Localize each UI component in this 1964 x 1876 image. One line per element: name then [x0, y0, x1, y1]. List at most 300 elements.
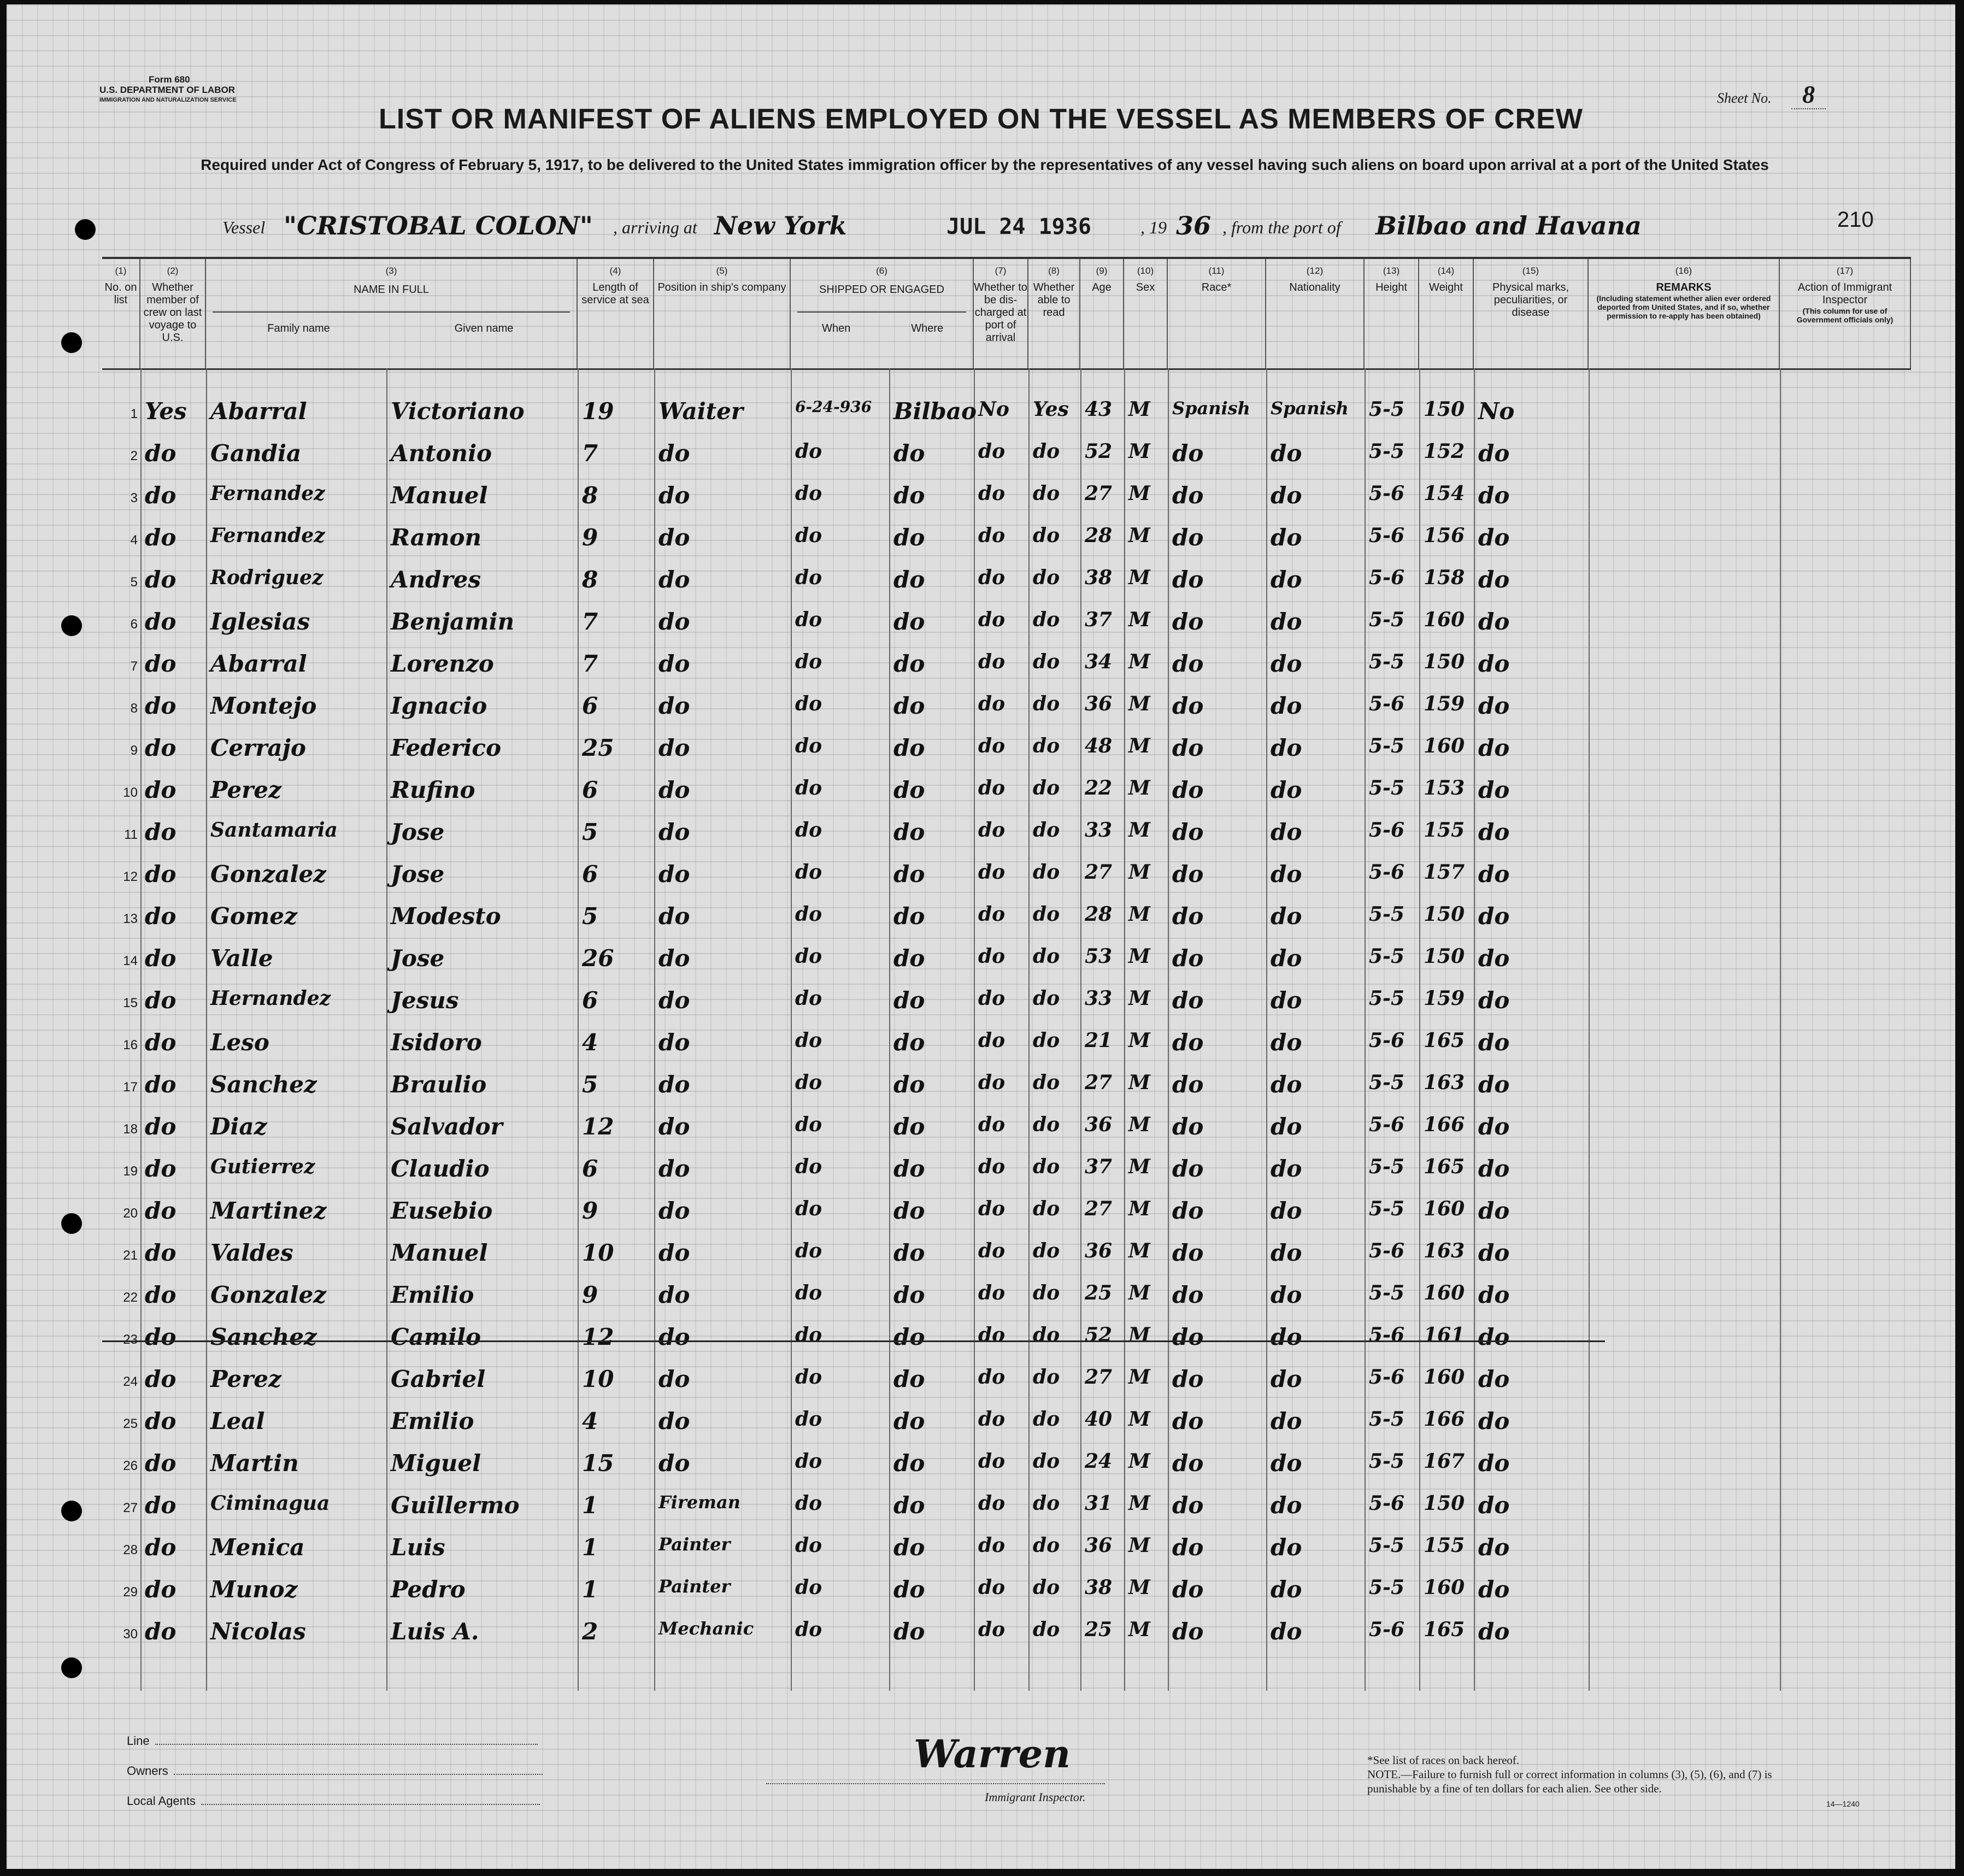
cell-when: do — [795, 987, 822, 1010]
cell-dis: do — [978, 1029, 1005, 1052]
cell-when: do — [795, 1239, 822, 1262]
cell-wt: 153 — [1424, 777, 1465, 799]
cell-nat: do — [1271, 608, 1302, 635]
cell-nat: do — [1271, 777, 1302, 803]
cell-v: do — [145, 777, 177, 803]
cell-read: do — [1033, 987, 1060, 1010]
cell-where: do — [893, 903, 925, 930]
cell-age: 36 — [1085, 692, 1113, 715]
cell-giv: Antonio — [391, 440, 492, 467]
cell-len: 10 — [582, 1239, 614, 1266]
cell-race: do — [1172, 1239, 1204, 1266]
cell-n: 17 — [123, 1080, 138, 1095]
cell-fam: Gonzalez — [210, 861, 327, 887]
line-label: Line — [127, 1734, 150, 1748]
cell-dis: do — [978, 482, 1005, 505]
cell-race: do — [1172, 1534, 1204, 1561]
cell-read: do — [1033, 1239, 1060, 1262]
cell-sex: M — [1128, 692, 1150, 715]
cell-n: 24 — [123, 1374, 138, 1389]
cell-pos: do — [658, 1113, 690, 1140]
cell-sex: M — [1128, 482, 1150, 505]
column-number: (5) — [716, 266, 728, 276]
column-header-height — [1365, 259, 1419, 368]
cell-read: do — [1033, 1534, 1060, 1557]
cell-where: do — [893, 1239, 925, 1266]
column-label: Race* — [1201, 281, 1232, 293]
sheet-number-label: Sheet No. — [1717, 90, 1772, 106]
cell-read: do — [1033, 1029, 1060, 1052]
cell-ht: 5-6 — [1369, 1113, 1405, 1136]
cell-race: do — [1172, 1618, 1204, 1645]
cell-nat: do — [1271, 524, 1302, 551]
cell-ht: 5-6 — [1369, 692, 1405, 715]
column-sublabel: When — [822, 322, 851, 334]
cell-v: do — [145, 482, 177, 509]
column-number: (9) — [1096, 266, 1108, 276]
cell-pos: do — [658, 440, 690, 467]
cell-dis: do — [978, 945, 1005, 968]
cell-dis: do — [978, 440, 1005, 463]
cell-n: 29 — [123, 1585, 138, 1599]
table-row — [102, 1021, 1911, 1063]
cell-pos: do — [658, 566, 690, 593]
cell-v: do — [145, 566, 177, 593]
cell-where: do — [893, 734, 925, 761]
cell-pos: do — [658, 1197, 690, 1224]
cell-fam: Diaz — [210, 1113, 267, 1140]
cell-pos: do — [658, 819, 690, 845]
cell-v: do — [145, 903, 177, 930]
vessel-name: "CRISTOBAL COLON" — [284, 211, 593, 240]
cell-v: do — [145, 692, 177, 719]
cell-n: 26 — [123, 1459, 138, 1473]
cell-wt: 160 — [1424, 1576, 1465, 1599]
cell-giv: Jose — [391, 819, 445, 845]
cell-nat: do — [1271, 1618, 1302, 1645]
column-number: (12) — [1306, 266, 1324, 276]
cell-marks: do — [1478, 903, 1510, 930]
cell-n: 11 — [124, 827, 138, 842]
column-number: (3) — [385, 266, 397, 276]
cell-len: 6 — [582, 861, 598, 887]
cell-read: do — [1033, 1618, 1060, 1641]
cell-len: 8 — [582, 482, 598, 509]
cell-v: do — [145, 1618, 177, 1645]
column-number: (15) — [1522, 266, 1539, 276]
cell-giv: Braulio — [391, 1071, 487, 1098]
cell-sex: M — [1128, 1155, 1150, 1178]
arriving-port: New York — [714, 211, 847, 240]
cell-nat: do — [1271, 734, 1302, 761]
column-number: (14) — [1437, 266, 1455, 276]
cell-nat: do — [1271, 482, 1302, 509]
column-label: Sex — [1136, 281, 1155, 293]
cell-giv: Jesus — [391, 987, 459, 1014]
cell-where: do — [893, 861, 925, 887]
cell-when: do — [795, 1113, 822, 1136]
cell-nat: do — [1271, 1029, 1302, 1056]
cell-v: Yes — [145, 398, 187, 425]
cell-sex: M — [1128, 566, 1150, 589]
column-header-name-in-full — [206, 259, 578, 368]
binder-hole — [61, 1657, 82, 1678]
column-number: (8) — [1048, 266, 1060, 276]
column-label: Whether to be dis-charged at port of arrival — [974, 281, 1027, 344]
cell-age: 33 — [1085, 819, 1113, 842]
cell-len: 8 — [582, 566, 598, 593]
cell-nat: do — [1271, 1239, 1302, 1266]
cell-wt: 161 — [1424, 1324, 1465, 1346]
cell-ht: 5-6 — [1369, 1492, 1405, 1515]
cell-giv: Ramon — [391, 524, 482, 551]
cell-nat: do — [1271, 1492, 1302, 1519]
cell-dis: do — [978, 650, 1005, 673]
cell-v: do — [145, 1113, 177, 1140]
cell-fam: Montejo — [210, 692, 317, 719]
cell-when: do — [795, 524, 822, 547]
cell-where: do — [893, 1281, 925, 1308]
cell-giv: Emilio — [391, 1281, 474, 1308]
cell-n: 8 — [130, 701, 138, 716]
cell-len: 12 — [582, 1324, 614, 1350]
cell-v: do — [145, 1281, 177, 1308]
cell-race: do — [1172, 1450, 1204, 1477]
column-header-shipped-engaged — [791, 259, 974, 368]
cell-dis: do — [978, 1534, 1005, 1557]
cell-marks: do — [1478, 1366, 1510, 1392]
cell-n: 18 — [123, 1122, 138, 1137]
cell-race: do — [1172, 1492, 1204, 1519]
cell-where: do — [893, 1618, 925, 1645]
cell-when: do — [795, 861, 822, 884]
cell-marks: do — [1478, 692, 1510, 719]
cell-marks: do — [1478, 945, 1510, 972]
cell-giv: Jose — [391, 945, 445, 972]
cell-pos: do — [658, 692, 690, 719]
cell-read: do — [1033, 945, 1060, 968]
cell-n: 19 — [123, 1164, 138, 1179]
cell-age: 36 — [1085, 1534, 1113, 1557]
cell-v: do — [145, 734, 177, 761]
cell-read: do — [1033, 440, 1060, 463]
cell-giv: Miguel — [391, 1450, 481, 1477]
table-row — [102, 1148, 1911, 1190]
cell-race: do — [1172, 482, 1204, 509]
cell-ht: 5-5 — [1369, 945, 1405, 968]
cell-marks: do — [1478, 608, 1510, 635]
cell-age: 25 — [1085, 1281, 1113, 1304]
column-note: (This column for use of Government officials only) — [1796, 307, 1894, 324]
cell-wt: 160 — [1424, 1281, 1465, 1304]
cell-marks: do — [1478, 1618, 1510, 1645]
table-row — [102, 474, 1911, 516]
cell-marks: do — [1478, 1029, 1510, 1056]
cell-marks: do — [1478, 819, 1510, 845]
cell-pos: do — [658, 1029, 690, 1056]
cell-giv: Rufino — [391, 777, 475, 803]
column-number: (17) — [1836, 266, 1854, 276]
cell-read: do — [1033, 1492, 1060, 1515]
column-header-last-voyage — [140, 259, 206, 368]
cell-age: 27 — [1085, 1366, 1113, 1389]
cell-marks: do — [1478, 1113, 1510, 1140]
cell-where: do — [893, 1366, 925, 1392]
cell-marks: do — [1478, 1155, 1510, 1182]
cell-fam: Sanchez — [210, 1071, 317, 1098]
cell-age: 36 — [1085, 1113, 1113, 1136]
cell-race: do — [1172, 777, 1204, 803]
cell-marks: do — [1478, 1197, 1510, 1224]
page-number: 210 — [1837, 208, 1874, 232]
cell-dis: do — [978, 1071, 1005, 1094]
note-text: —Failure to furnish full or correct information in columns (3), (5), (6), and (7) is punishable by a fine of ten dollars for each alien. See other side. — [1367, 1768, 1772, 1795]
cell-where: do — [893, 1492, 925, 1519]
cell-v: do — [145, 1450, 177, 1477]
cell-ht: 5-5 — [1369, 987, 1405, 1010]
column-header-nationality — [1266, 259, 1365, 368]
cell-fam: Nicolas — [210, 1618, 306, 1645]
table-row — [102, 1400, 1911, 1442]
cell-wt: 159 — [1424, 692, 1465, 715]
footnotes — [1367, 1753, 1821, 1796]
cell-where: do — [893, 1534, 925, 1561]
manifest-sheet — [7, 4, 1955, 1869]
cell-giv: Modesto — [391, 903, 501, 930]
cell-when: do — [795, 440, 822, 463]
cell-fam: Gonzalez — [210, 1281, 327, 1308]
column-number: (7) — [995, 266, 1007, 276]
cell-pos: do — [658, 1450, 690, 1477]
cell-sex: M — [1128, 777, 1150, 799]
table-row — [102, 1484, 1911, 1526]
vessel-line — [222, 211, 1851, 244]
cell-n: 25 — [123, 1416, 138, 1431]
cell-dis: do — [978, 987, 1005, 1010]
cell-giv: Manuel — [391, 482, 488, 509]
column-header-discharged — [974, 259, 1028, 368]
cell-when: do — [795, 1534, 822, 1557]
cell-where: do — [893, 650, 925, 677]
cell-pos: Painter — [658, 1534, 731, 1555]
cell-n: 16 — [123, 1038, 138, 1052]
cell-age: 36 — [1085, 1239, 1113, 1262]
cell-when: do — [795, 1029, 822, 1052]
cell-len: 5 — [582, 1071, 598, 1098]
cell-age: 38 — [1085, 566, 1113, 589]
column-label: Action of Immigrant Inspector — [1797, 281, 1892, 306]
column-number: (16) — [1675, 266, 1692, 276]
cell-where: do — [893, 1408, 925, 1434]
cell-dis: do — [978, 819, 1005, 842]
column-label: Weight — [1429, 281, 1463, 293]
cell-n: 6 — [130, 617, 138, 632]
footer-line-field — [127, 1734, 538, 1748]
cell-n: 28 — [123, 1543, 138, 1557]
cell-age: 25 — [1085, 1618, 1113, 1641]
cell-dis: do — [978, 1408, 1005, 1431]
cell-sex: M — [1128, 398, 1150, 421]
cell-marks: do — [1478, 987, 1510, 1014]
cell-wt: 156 — [1424, 524, 1465, 547]
column-sublabel: Where — [911, 322, 944, 334]
table-row — [102, 643, 1911, 685]
cell-n: 7 — [130, 659, 138, 674]
cell-age: 33 — [1085, 987, 1113, 1010]
column-number: (6) — [876, 266, 887, 276]
cell-nat: do — [1271, 1408, 1302, 1434]
cell-wt: 150 — [1424, 650, 1465, 673]
cell-fam: Perez — [210, 1366, 281, 1392]
cell-where: do — [893, 1197, 925, 1224]
cell-len: 15 — [582, 1450, 614, 1477]
cell-nat: do — [1271, 1450, 1302, 1477]
crew-table — [102, 257, 1911, 1691]
cell-marks: do — [1478, 1324, 1510, 1350]
cell-sex: M — [1128, 1492, 1150, 1515]
cell-race: do — [1172, 819, 1204, 845]
cell-nat: do — [1271, 1366, 1302, 1392]
table-row — [102, 1568, 1911, 1610]
cell-wt: 167 — [1424, 1450, 1465, 1473]
cell-when: do — [795, 482, 822, 505]
cell-dis: No — [978, 398, 1009, 421]
cell-sex: M — [1128, 608, 1150, 631]
cell-n: 14 — [123, 954, 138, 968]
cell-nat: do — [1271, 692, 1302, 719]
cell-nat: do — [1271, 1534, 1302, 1561]
column-label: Whether member of crew on last voyage to U.S. — [143, 281, 202, 344]
cell-read: do — [1033, 1366, 1060, 1389]
cell-age: 31 — [1085, 1492, 1113, 1515]
cell-sex: M — [1128, 1534, 1150, 1557]
cell-dis: do — [978, 1113, 1005, 1136]
cell-sex: M — [1128, 524, 1150, 547]
cell-fam: Abarral — [210, 398, 307, 425]
cell-n: 22 — [123, 1290, 138, 1305]
column-note: (Including statement whether alien ever ordered deported from United States, and if so, whether permission to re-apply has been obtained) — [1596, 294, 1771, 320]
cell-v: do — [145, 1492, 177, 1519]
cell-v: do — [145, 1534, 177, 1561]
cell-giv: Jose — [391, 861, 445, 887]
vessel-label: Vessel — [222, 217, 266, 237]
cell-dis: do — [978, 566, 1005, 589]
cell-nat: do — [1271, 819, 1302, 845]
cell-giv: Pedro — [391, 1576, 466, 1603]
table-row — [102, 1610, 1911, 1652]
cell-race: do — [1172, 903, 1204, 930]
cell-wt: 155 — [1424, 819, 1465, 842]
cell-giv: Manuel — [391, 1239, 488, 1266]
cell-read: do — [1033, 524, 1060, 547]
cell-fam: Gutierrez — [210, 1155, 315, 1178]
table-row — [102, 1105, 1911, 1148]
cell-giv: Lorenzo — [391, 650, 494, 677]
cell-dis: do — [978, 903, 1005, 926]
column-label: No. on list — [104, 281, 137, 306]
cell-v: do — [145, 1029, 177, 1056]
cell-age: 52 — [1085, 440, 1113, 463]
cell-when: do — [795, 650, 822, 673]
column-number: (13) — [1383, 266, 1400, 276]
column-label: Whether able to read — [1033, 281, 1075, 319]
cell-age: 24 — [1085, 1450, 1113, 1473]
cell-wt: 150 — [1424, 945, 1465, 968]
cell-age: 21 — [1085, 1029, 1113, 1052]
cell-dis: do — [978, 1366, 1005, 1389]
cell-age: 38 — [1085, 1576, 1113, 1599]
cell-ht: 5-5 — [1369, 650, 1405, 673]
cell-race: Spanish — [1172, 398, 1250, 419]
cell-sex: M — [1128, 819, 1150, 842]
form-service: IMMIGRATION AND NATURALIZATION SERVICE — [99, 97, 237, 103]
footer-agents-field — [127, 1794, 540, 1808]
cell-n: 15 — [123, 996, 138, 1010]
cell-fam: Martin — [210, 1450, 299, 1477]
cell-where: do — [893, 1029, 925, 1056]
cell-ht: 5-6 — [1369, 861, 1405, 884]
cell-pos: do — [658, 1155, 690, 1182]
cell-len: 4 — [582, 1029, 598, 1056]
cell-when: do — [795, 1281, 822, 1304]
cell-wt: 155 — [1424, 1534, 1465, 1557]
local-agents-label: Local Agents — [127, 1794, 196, 1808]
footer-owners-field — [127, 1764, 543, 1778]
cell-dis: do — [978, 692, 1005, 715]
table-row — [102, 1063, 1911, 1105]
cell-read: do — [1033, 1281, 1060, 1304]
cell-race: do — [1172, 1197, 1204, 1224]
table-row — [102, 979, 1911, 1021]
cell-fam: Munoz — [210, 1576, 298, 1603]
cell-pos: do — [658, 1408, 690, 1434]
cell-pos: do — [658, 482, 690, 509]
cell-nat: do — [1271, 1281, 1302, 1308]
table-row — [102, 558, 1911, 601]
cell-n: 5 — [130, 575, 138, 590]
cell-ht: 5-6 — [1369, 819, 1405, 842]
cell-sex: M — [1128, 1366, 1150, 1389]
cell-read: do — [1033, 1576, 1060, 1599]
cell-age: 22 — [1085, 777, 1113, 799]
cell-giv: Camilo — [391, 1324, 481, 1350]
cell-fam: Valdes — [210, 1239, 293, 1266]
cell-fam: Abarral — [210, 650, 307, 677]
cell-where: do — [893, 692, 925, 719]
cell-v: do — [145, 1576, 177, 1603]
cell-n: 30 — [123, 1627, 138, 1642]
cell-where: do — [893, 482, 925, 509]
cell-len: 10 — [582, 1366, 614, 1392]
cell-len: 1 — [582, 1576, 598, 1603]
cell-len: 9 — [582, 1281, 598, 1308]
cell-n: 9 — [130, 743, 138, 758]
cell-giv: Federico — [391, 734, 502, 761]
table-row — [102, 1274, 1911, 1316]
cell-fam: Martinez — [210, 1197, 327, 1224]
cell-ht: 5-5 — [1369, 1281, 1405, 1304]
cell-giv: Victoriano — [391, 398, 525, 425]
cell-v: do — [145, 1408, 177, 1434]
cell-n: 13 — [123, 911, 138, 926]
cell-read: do — [1033, 692, 1060, 715]
races-note: *See list of races on back hereof. — [1367, 1754, 1520, 1767]
cell-len: 2 — [582, 1618, 598, 1645]
cell-read: do — [1033, 566, 1060, 589]
cell-marks: do — [1478, 566, 1510, 593]
cell-race: do — [1172, 1071, 1204, 1098]
cell-fam: Perez — [210, 777, 281, 803]
